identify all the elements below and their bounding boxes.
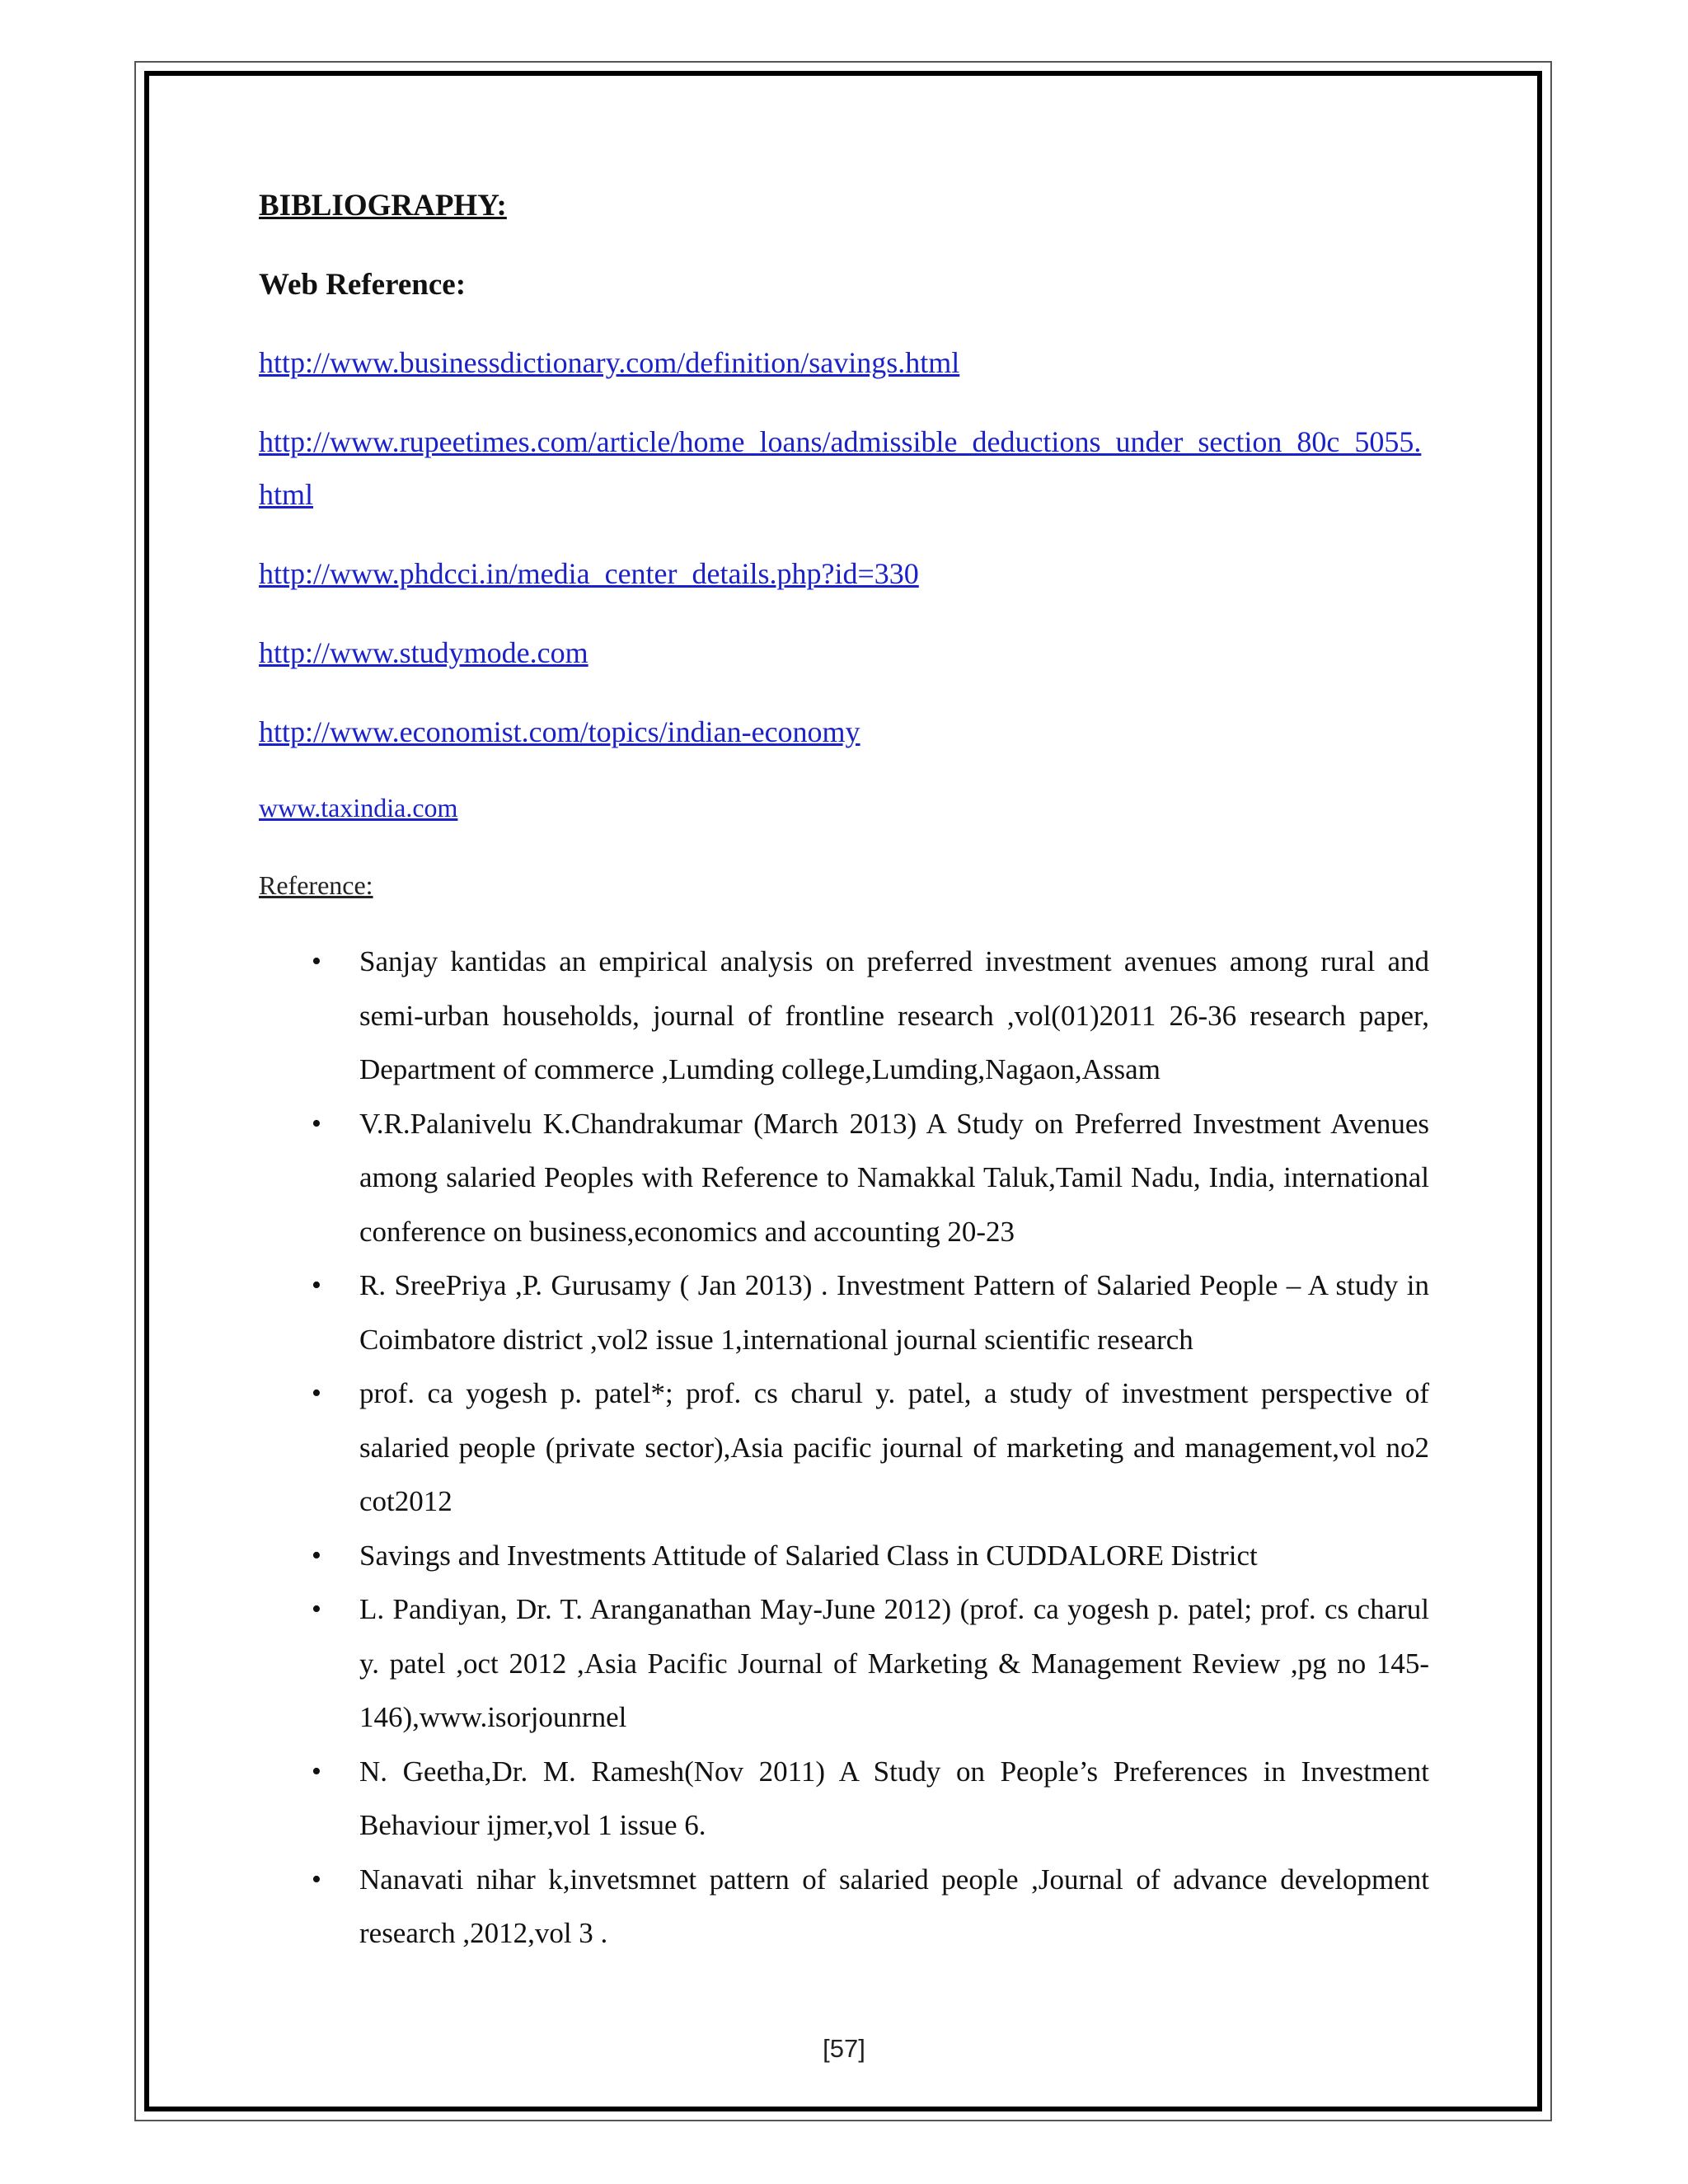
web-link-rupeetimes[interactable]: http://www.rupeetimes.com/article/home_loans/admissible_deductions_under_section_80c_5055.html	[259, 425, 1422, 511]
bullet-icon: •	[312, 1270, 321, 1301]
reference-item	[259, 1853, 1429, 1961]
bullet-icon: •	[312, 1378, 321, 1408]
reference-text: R. SreePriya ,P. Gurusamy ( Jan 2013) . Investment Pattern of Salaried People – A study in Coimbatore district ,vol2 issue 1,international journal scientific research	[359, 1269, 1429, 1356]
reference-text: N. Geetha,Dr. M. Ramesh(Nov 2011) A Study on People’s Preferences in Investment Behaviour ijmer,vol 1 issue 6.	[359, 1755, 1429, 1841]
reference-text: V.R.Palanivelu K.Chandrakumar (March 2013) A Study on Preferred Investment Avenues among salaried Peoples with Reference to Namakkal Taluk,Tamil Nadu, India, international conference on business,economics and accounting 20-23	[359, 1107, 1429, 1248]
bibliography-content	[259, 181, 1429, 1961]
reference-item	[259, 1097, 1429, 1259]
bullet-icon: •	[312, 1863, 321, 1895]
bullet-icon: •	[312, 1108, 321, 1139]
web-link-taxindia[interactable]: www.taxindia.com	[259, 793, 458, 823]
bullet-icon: •	[312, 946, 321, 977]
bibliography-heading: BIBLIOGRAPHY:	[259, 189, 507, 223]
web-link-studymode[interactable]: http://www.studymode.com	[259, 636, 588, 669]
bullet-icon: •	[312, 1540, 321, 1571]
reference-item	[259, 935, 1429, 1097]
page-number: [57]	[823, 2034, 865, 2063]
reference-item	[259, 1258, 1429, 1366]
web-link-economist[interactable]: http://www.economist.com/topics/indian-economy	[259, 715, 860, 748]
bullet-icon: •	[312, 1594, 321, 1624]
reference-text: Nanavati nihar k,invetsmnet pattern of salaried people ,Journal of advance development research ,2012,vol 3 .	[359, 1863, 1429, 1949]
reference-item	[259, 1582, 1429, 1745]
reference-item	[259, 1366, 1429, 1529]
web-link-phdcci[interactable]: http://www.phdcci.in/media_center_details.php?id=330	[259, 557, 919, 590]
reference-label: Reference:	[259, 870, 373, 900]
reference-item	[259, 1745, 1429, 1853]
reference-text: prof. ca yogesh p. patel*; prof. cs charul y. patel, a study of investment perspective of salaried people (private sector),Asia pacific journal of marketing and management,vol no2 cot2012	[359, 1377, 1429, 1517]
web-reference-label: Web Reference:	[259, 268, 467, 302]
reference-text: Savings and Investments Attitude of Salaried Class in CUDDALORE District	[359, 1539, 1258, 1572]
reference-list	[259, 935, 1429, 1961]
bullet-icon: •	[312, 1755, 321, 1787]
reference-text: Sanjay kantidas an empirical analysis on preferred investment avenues among rural and semi-urban households, journal of frontline research ,vol(01)2011 26-36 research paper, Department of commerce ,Lumding college,Lumding,Nagaon,Assam	[359, 945, 1429, 1085]
web-link-businessdictionary[interactable]: http://www.businessdictionary.com/definition/savings.html	[259, 346, 960, 379]
reference-text: L. Pandiyan, Dr. T. Aranganathan May-June 2012) (prof. ca yogesh p. patel; prof. cs charul y. patel ,oct 2012 ,Asia Pacific Journal of Marketing & Management Review ,pg no 145-146),www.isorjounrnel	[359, 1593, 1429, 1733]
reference-item	[259, 1529, 1429, 1583]
